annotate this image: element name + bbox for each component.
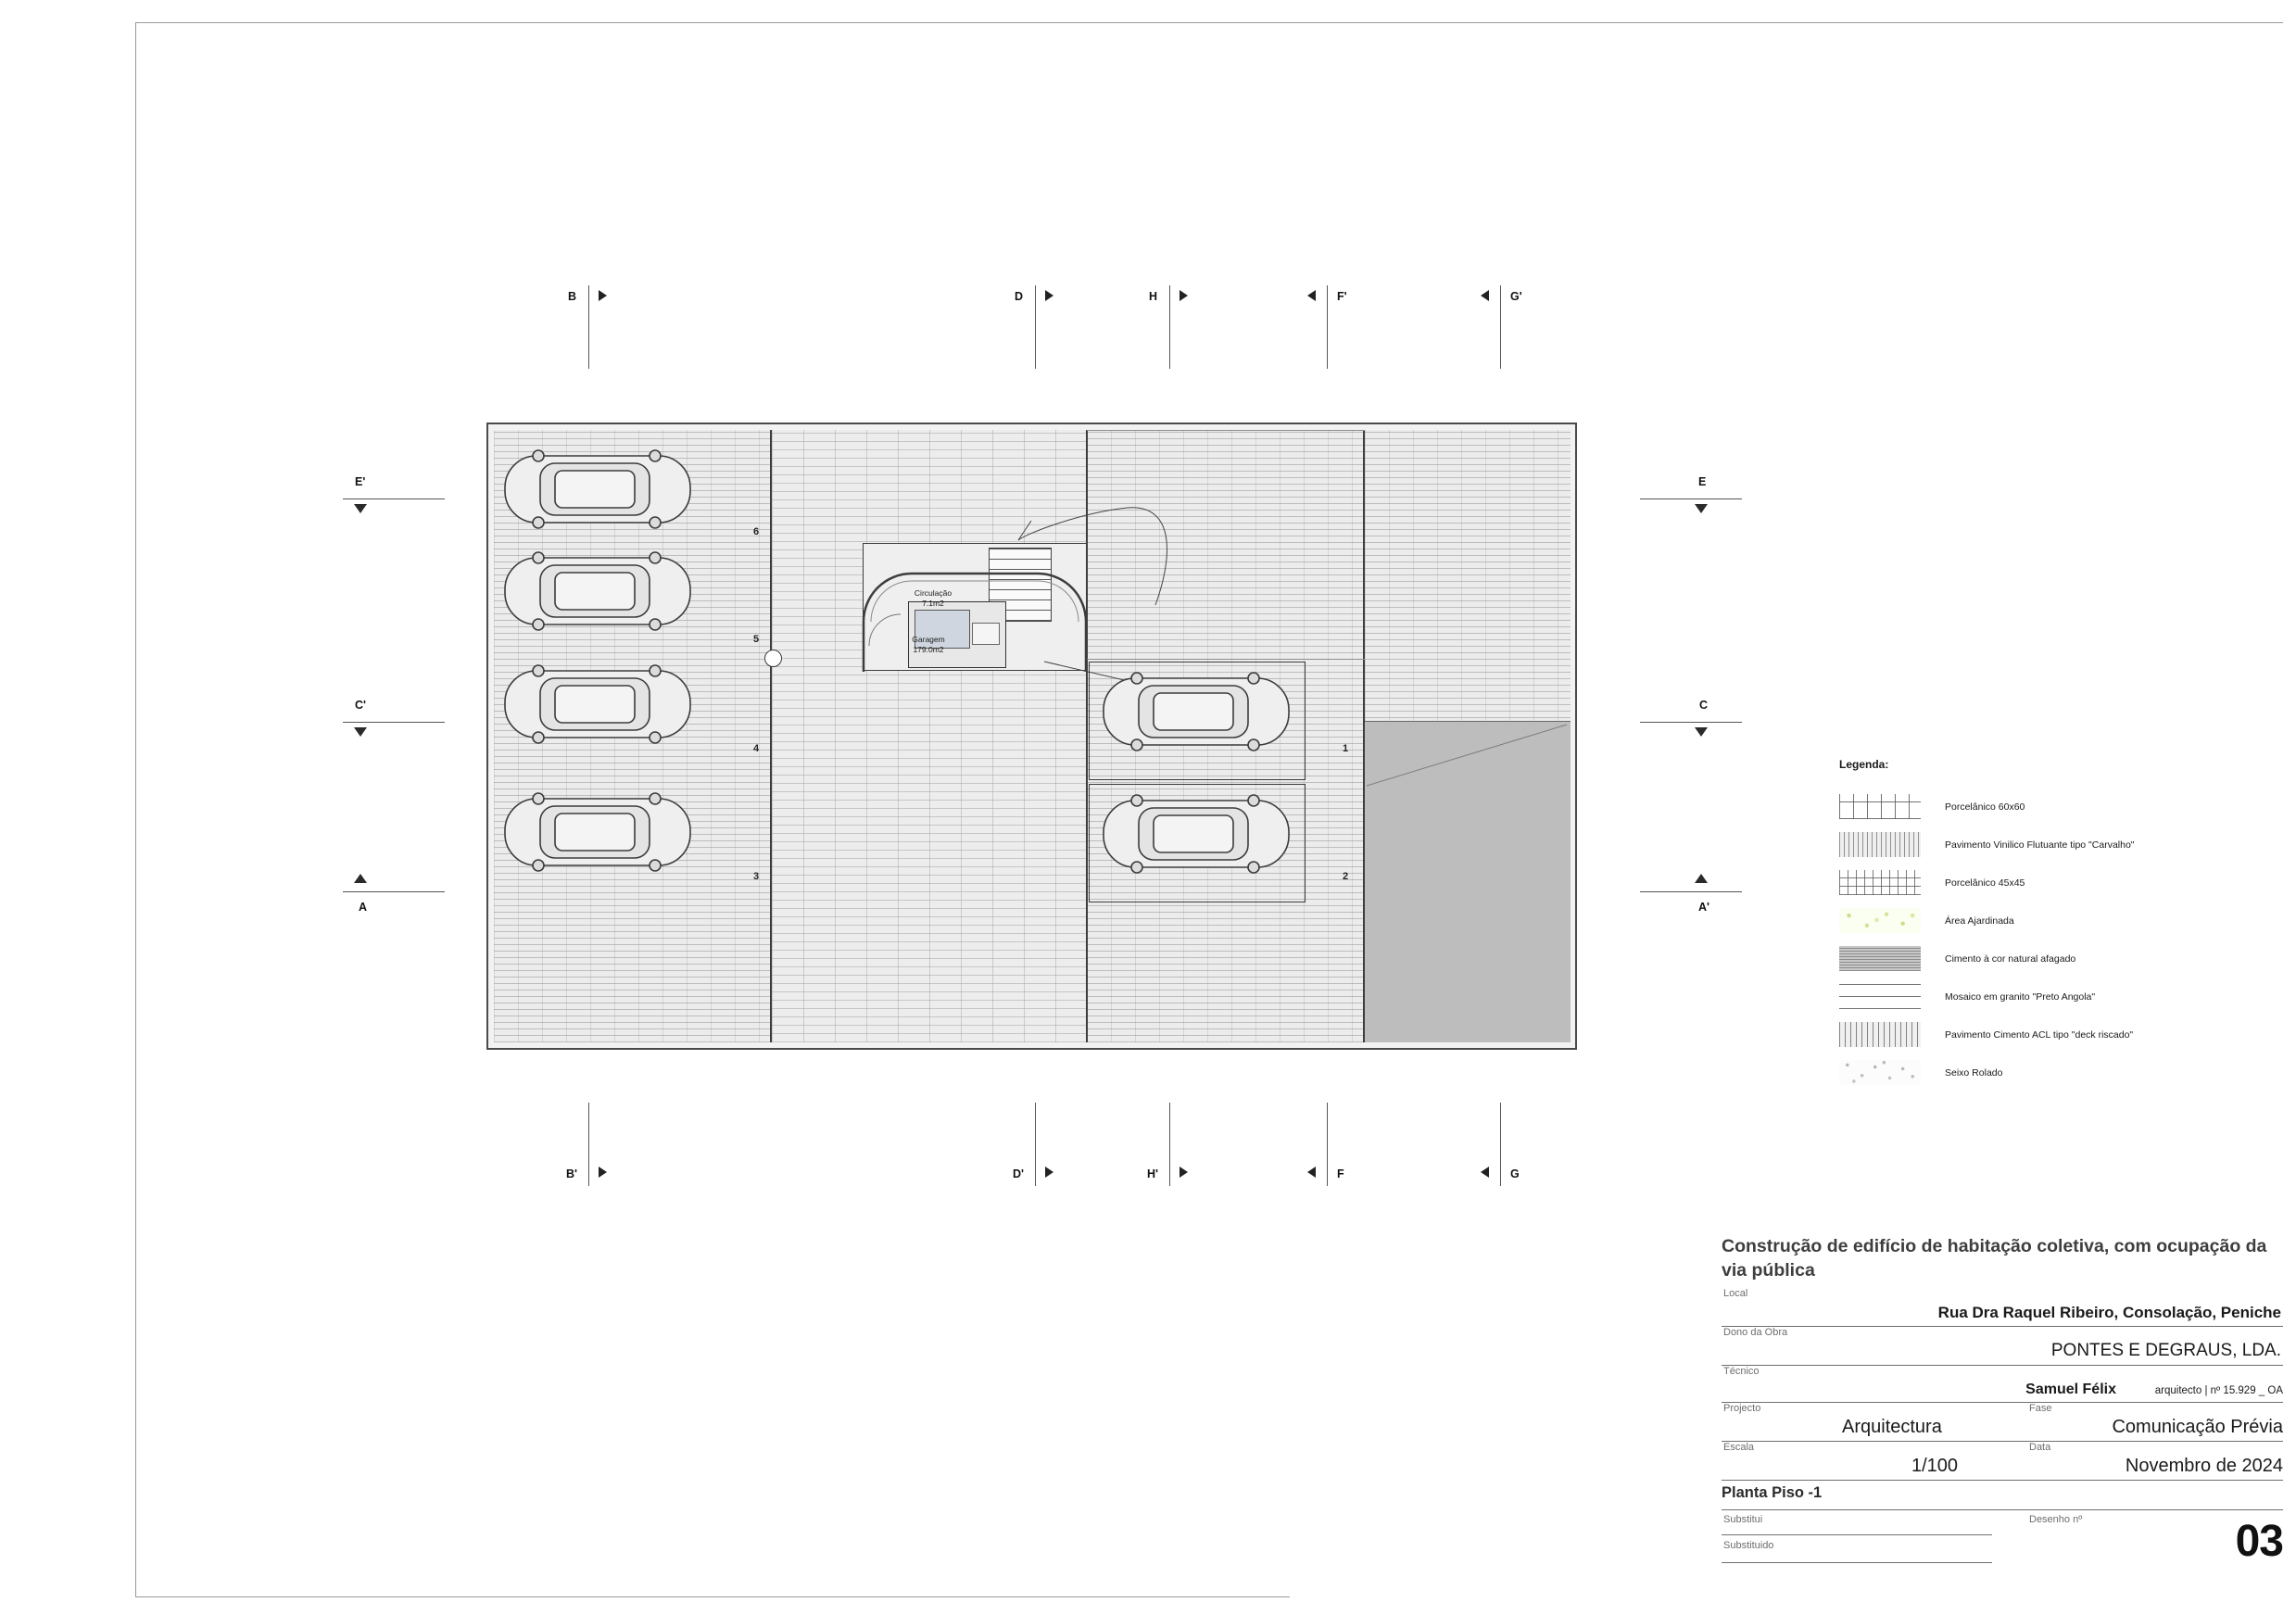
local-caption: Local <box>1723 1288 1748 1300</box>
section-mark-Hp-label: H' <box>1147 1167 1158 1180</box>
slot-number-1: 1 <box>1343 743 1349 754</box>
section-arrow-F <box>1307 1167 1316 1178</box>
legend-item-pavimento-vinilico <box>1839 826 2228 864</box>
title-row-technician <box>1722 1366 2283 1403</box>
legend-swatch-porcelanico-60x60-icon <box>1839 794 1921 819</box>
section-line-D <box>1035 285 1036 369</box>
legend-label-seixo-rolado: Seixo Rolado <box>1945 1066 2003 1079</box>
section-line-Bp <box>588 1103 589 1186</box>
scale-value: 1/100 <box>1911 1456 1959 1477</box>
legend-item-deck-riscado <box>1839 1016 2228 1054</box>
legend-item-mosaico-granito <box>1839 978 2228 1016</box>
legend-swatch-seixo-rolado-icon <box>1839 1060 1921 1085</box>
title-row-local <box>1722 1288 2283 1327</box>
section-mark-Ep-label: E' <box>355 475 366 488</box>
car-slot-3 <box>501 786 696 878</box>
section-arrow-Dp <box>1045 1167 1053 1178</box>
section-arrow-Fp <box>1307 290 1316 301</box>
slot-number-4: 4 <box>753 743 760 754</box>
section-arrow-A <box>354 874 367 883</box>
phase-caption: Fase <box>2029 1403 2052 1415</box>
section-arrow-G <box>1481 1167 1489 1178</box>
slot-number-6: 6 <box>753 526 760 537</box>
project-description: Construção de edifício de habitação coletiva, com ocupação da via pública <box>1722 1236 2267 1281</box>
section-line-B <box>588 285 589 369</box>
title-row-project-phase <box>1722 1403 2283 1442</box>
owner-value: PONTES E DEGRAUS, LDA. <box>2050 1341 2281 1361</box>
title-row-owner <box>1722 1327 2283 1366</box>
section-mark-F-label: F <box>1337 1167 1344 1180</box>
section-mark-Ap-label: A' <box>1698 901 1709 914</box>
section-line-H <box>1169 285 1170 369</box>
section-mark-Dp-label: D' <box>1013 1167 1024 1180</box>
section-mark-Fp-label: F' <box>1337 290 1347 303</box>
section-arrow-Ap <box>1695 874 1708 883</box>
legend-item-seixo-rolado <box>1839 1054 2228 1091</box>
floor-plan-drawing <box>486 423 1577 1050</box>
section-mark-G-label: G <box>1510 1167 1520 1180</box>
section-arrow-Gp <box>1481 290 1489 301</box>
title-block <box>1722 1234 2283 1570</box>
section-line-Cp <box>343 722 445 723</box>
section-mark-D-label: D <box>1015 290 1024 303</box>
section-line-F <box>1327 1103 1328 1186</box>
car-slot-6 <box>501 443 696 536</box>
bay-box-2 <box>1089 784 1306 902</box>
scale-caption: Escala <box>1723 1442 1755 1454</box>
replaces-rule <box>1722 1534 1992 1535</box>
legend-swatch-mosaico-granito-icon <box>1839 984 1921 1009</box>
legend-swatch-pavimento-vinilico-icon <box>1839 832 1921 857</box>
local-value: Rua Dra Raquel Ribeiro, Consolação, Peniche <box>1937 1304 2281 1322</box>
legend-swatch-area-ajardinada-icon <box>1839 908 1921 933</box>
section-mark-Bp-label: B' <box>566 1167 577 1180</box>
legend-item-area-ajardinada <box>1839 902 2228 940</box>
section-mark-H-label: H <box>1149 290 1158 303</box>
legend-swatch-cimento-afagado-icon <box>1839 946 1921 971</box>
room-label-garagem <box>859 635 998 654</box>
project-caption: Projecto <box>1723 1403 1761 1415</box>
section-mark-B-label: B <box>568 290 577 303</box>
technician-caption: Técnico <box>1723 1366 1760 1378</box>
section-line-Ap <box>1640 891 1742 892</box>
project-value: Arquitectura <box>1842 1417 1942 1438</box>
legend-label-area-ajardinada: Área Ajardinada <box>1945 915 2014 927</box>
room-area-garagem: 179.0m2 <box>913 644 944 654</box>
section-arrow-Bp <box>599 1167 607 1178</box>
technician-detail: arquitecto | nº 15.929 _ OA <box>2154 1385 2283 1397</box>
section-mark-A-label: A <box>359 901 368 914</box>
bay-box-1 <box>1089 662 1306 780</box>
column-circle-marker <box>764 650 782 667</box>
section-line-Hp <box>1169 1103 1170 1186</box>
room-name-circulacao: Circulação <box>914 588 952 598</box>
legend-label-deck-riscado: Pavimento Cimento ACL tipo "deck riscado" <box>1945 1028 2134 1041</box>
legend-item-cimento-afagado <box>1839 940 2228 978</box>
title-row-substitution <box>1722 1510 2283 1570</box>
legend-swatch-deck-riscado-icon <box>1839 1022 1921 1047</box>
section-line-E <box>1640 498 1742 499</box>
room-name-garagem: Garagem <box>912 635 945 644</box>
technician-name: Samuel Félix <box>2025 1382 2116 1398</box>
legend-label-pavimento-vinilico: Pavimento Vinilico Flutuante tipo "Carvalho" <box>1945 839 2135 851</box>
section-mark-C-label: C <box>1699 699 1709 712</box>
slot-number-3: 3 <box>753 871 760 882</box>
date-value: Novembro de 2024 <box>2125 1456 2283 1477</box>
section-arrow-H <box>1180 290 1188 301</box>
section-mark-E-label: E <box>1698 475 1707 488</box>
legend-title: Legenda: <box>1839 758 1889 771</box>
legend-label-cimento-afagado: Cimento à cor natural afagado <box>1945 953 2076 965</box>
legend-label-porcelanico-45x45: Porcelânico 45x45 <box>1945 877 2025 889</box>
slot-number-2: 2 <box>1343 871 1349 882</box>
section-arrow-Ep <box>354 504 367 513</box>
title-row-sheet-title <box>1722 1481 2283 1510</box>
section-arrow-Hp <box>1180 1167 1188 1178</box>
car-slot-5 <box>501 545 696 637</box>
replaced-rule <box>1722 1562 1992 1563</box>
phase-value: Comunicação Prévia <box>2112 1417 2283 1438</box>
section-arrow-Cp <box>354 727 367 737</box>
section-line-Fp <box>1327 285 1328 369</box>
legend-label-porcelanico-60x60: Porcelânico 60x60 <box>1945 801 2025 813</box>
date-caption: Data <box>2029 1442 2051 1454</box>
section-line-C <box>1640 722 1742 723</box>
sheet-bottom-line <box>135 1596 1290 1597</box>
legend-swatch-porcelanico-45x45-icon <box>1839 870 1921 895</box>
section-mark-Gp-label: G' <box>1510 290 1522 303</box>
replaces-caption: Substitui <box>1723 1514 1763 1526</box>
legend-item-porcelanico-45x45 <box>1839 864 2228 902</box>
section-line-Dp <box>1035 1103 1036 1186</box>
title-row-scale-date <box>1722 1442 2283 1481</box>
drawing-no-caption: Desenho nº <box>2029 1514 2083 1526</box>
section-line-Gp <box>1500 285 1501 369</box>
drawing-no-value: 03 <box>2235 1517 2283 1567</box>
car-slot-4 <box>501 658 696 751</box>
sheet-title: Planta Piso -1 <box>1722 1484 1823 1502</box>
room-area-circulacao: 7.1m2 <box>922 598 944 608</box>
legend-label-mosaico-granito: Mosaico em granito "Preto Angola" <box>1945 990 2096 1003</box>
section-mark-Cp-label: C' <box>355 699 366 712</box>
section-arrow-C <box>1695 727 1708 737</box>
section-line-G <box>1500 1103 1501 1186</box>
legend <box>1839 758 2228 1091</box>
section-line-A <box>343 891 445 892</box>
section-arrow-D <box>1045 290 1053 301</box>
section-arrow-E <box>1695 504 1708 513</box>
section-arrow-B <box>599 290 607 301</box>
slot-number-5: 5 <box>753 634 760 645</box>
owner-caption: Dono da Obra <box>1723 1327 1788 1339</box>
legend-item-porcelanico-60x60 <box>1839 788 2228 826</box>
section-line-Ep <box>343 498 445 499</box>
replaced-caption: Substituido <box>1723 1540 1774 1552</box>
